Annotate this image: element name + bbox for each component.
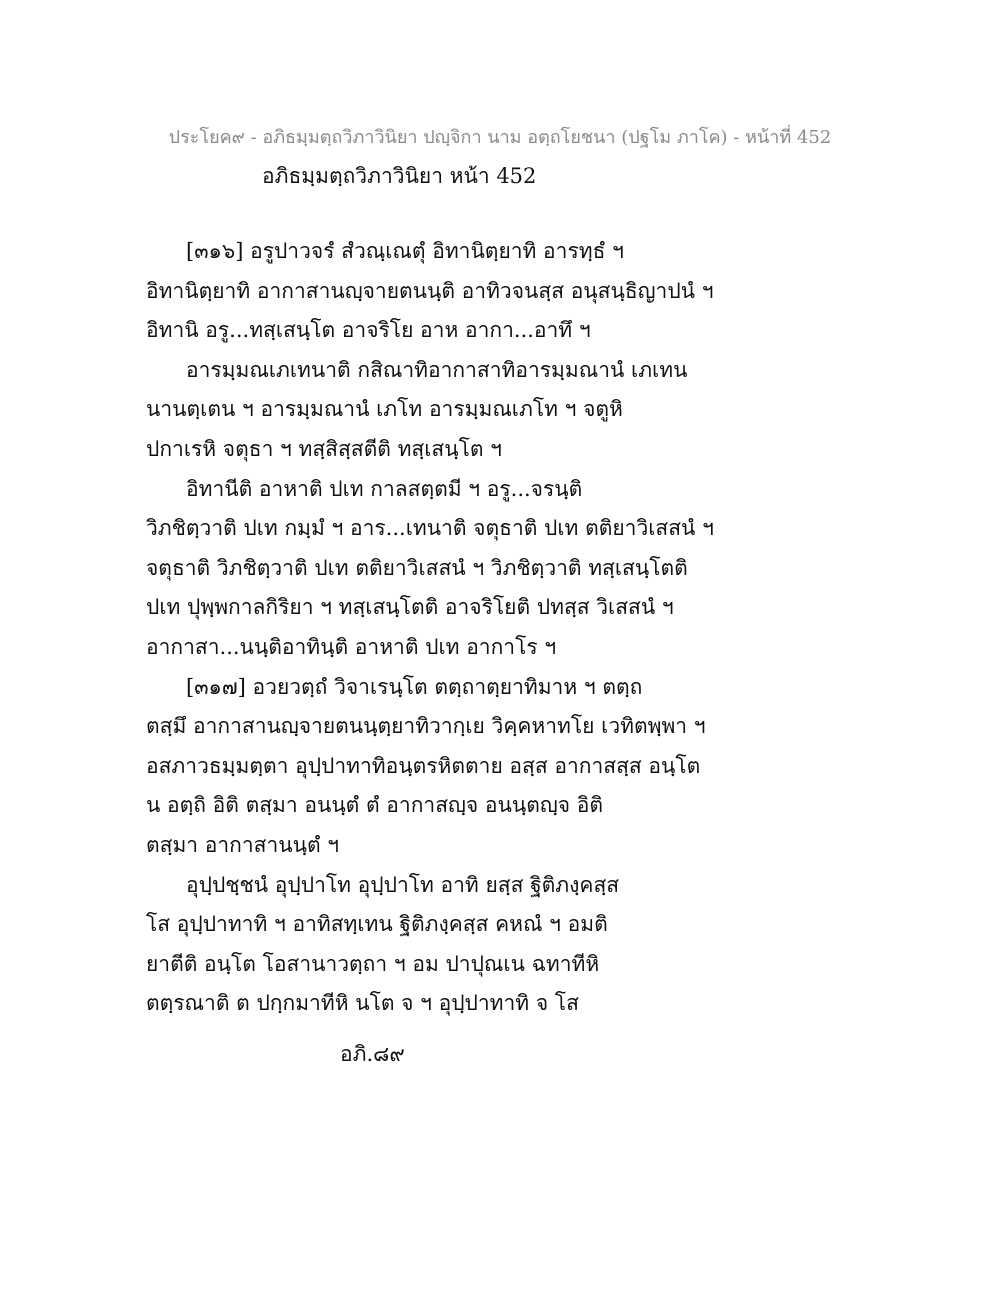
text-line: ปกาเรหิ จตุธา ฯ ทสฺสิสฺสตีติ ทสฺเสนฺโต ฯ	[146, 436, 502, 461]
text-line: [๓๑๖] อรูปาวจรํ สํวณฺเณตุํ อิทานิตฺยาทิ อารทฺธํ ฯ	[186, 239, 624, 263]
text-line: ปเท ปุพฺพกาลกิริยา ฯ ทสฺเสนฺโตติ อาจริโยติ ปทสฺส วิเสสนํ ฯ	[146, 595, 674, 620]
text-line: อิทานิ อรู...ทสฺเสนฺโต อาจริโย อาห อากา...อาทึ ฯ	[146, 318, 591, 343]
text-line: จตุธาติ วิภชิตฺวาติ ปเท ตติยาวิเสสนํ ฯ วิภชิตฺวาติ ทสฺเสนฺโตติ	[146, 555, 688, 580]
text-line: โส อุปฺปาทาทิ ฯ อาทิสทฺเทน ฐิติภงฺคสฺส คหณํ ฯ อมติ	[146, 912, 608, 937]
text-line: ยาตีติ อนฺโต โอสานาวตฺถา ฯ อม ปาปุณเน ฉทาทีหิ	[146, 951, 600, 976]
text-line: อิทานีติ อาหาติ ปเท กาลสตฺตมี ฯ อรู...จรนฺติ	[186, 476, 583, 501]
text-line: อารมฺมณเภเทนาติ กสิณาทิอากาสาทิอารมฺมณานํ เภเทน	[186, 357, 688, 382]
text-line: [๓๑๗] อวยวตฺถํ วิจาเรนฺโต ตตฺถาตฺยาทิมาห ฯ ตตฺถ	[186, 674, 643, 699]
signature-mark: อภิ.๘๙	[340, 1042, 405, 1066]
text-line: อสภาวธมฺมตฺตา อุปฺปาทาทิอนฺตรหิตตาย อสฺส อากาสสฺส อนฺโต	[146, 753, 701, 778]
running-header: ประโยค๙ - อภิธมฺมตฺถวิภาวินิยา ปญฺจิกา นาม อตฺถโยชนา (ปฐโม ภาโค) - หน้าที่ 452	[168, 127, 832, 148]
text-line: ตตฺรณาติ ต ปกฺกมาทีหิ นโต จ ฯ อุปฺปาทาทิ จ โส	[146, 991, 579, 1016]
text-line: ตสฺมา อากาสานนฺตํ ฯ	[146, 832, 340, 857]
text-line: วิภชิตฺวาติ ปเท กมฺมํ ฯ อาร...เทนาติ จตุธาติ ปเท ตติยาวิเสสนํ ฯ	[146, 516, 714, 541]
text-line: นานตฺเตน ฯ อารมฺมณานํ เภโท อารมฺมณเภโท ฯ จตูหิ	[146, 397, 623, 422]
text-line: อากาสา...นนฺติอาทินฺติ อาหาติ ปเท อากาโร ฯ	[146, 634, 557, 659]
body-text	[146, 232, 866, 1024]
text-line: อิทานิตฺยาทิ อากาสานญฺจายตนนฺติ อาทิวจนสฺส อนุสนฺธิญาปนํ ฯ	[146, 278, 714, 303]
page-subtitle: อภิธมฺมตฺถวิภาวินิยา หน้า 452	[262, 164, 537, 188]
text-line: อุปฺปชฺชนํ อุปฺปาโท อุปฺปาโท อาทิ ยสฺส ฐิติภงฺคสฺส	[186, 872, 620, 897]
text-line: น อตฺถิ อิติ ตสฺมา อนนฺตํ ตํ อากาสญฺจ อนนฺตญฺจ อิติ	[146, 793, 603, 818]
text-line: ตสฺมึ อากาสานญฺจายตนนฺตฺยาทิวากฺเย วิคฺคหาทโย เวทิตพฺพา ฯ	[146, 714, 706, 739]
